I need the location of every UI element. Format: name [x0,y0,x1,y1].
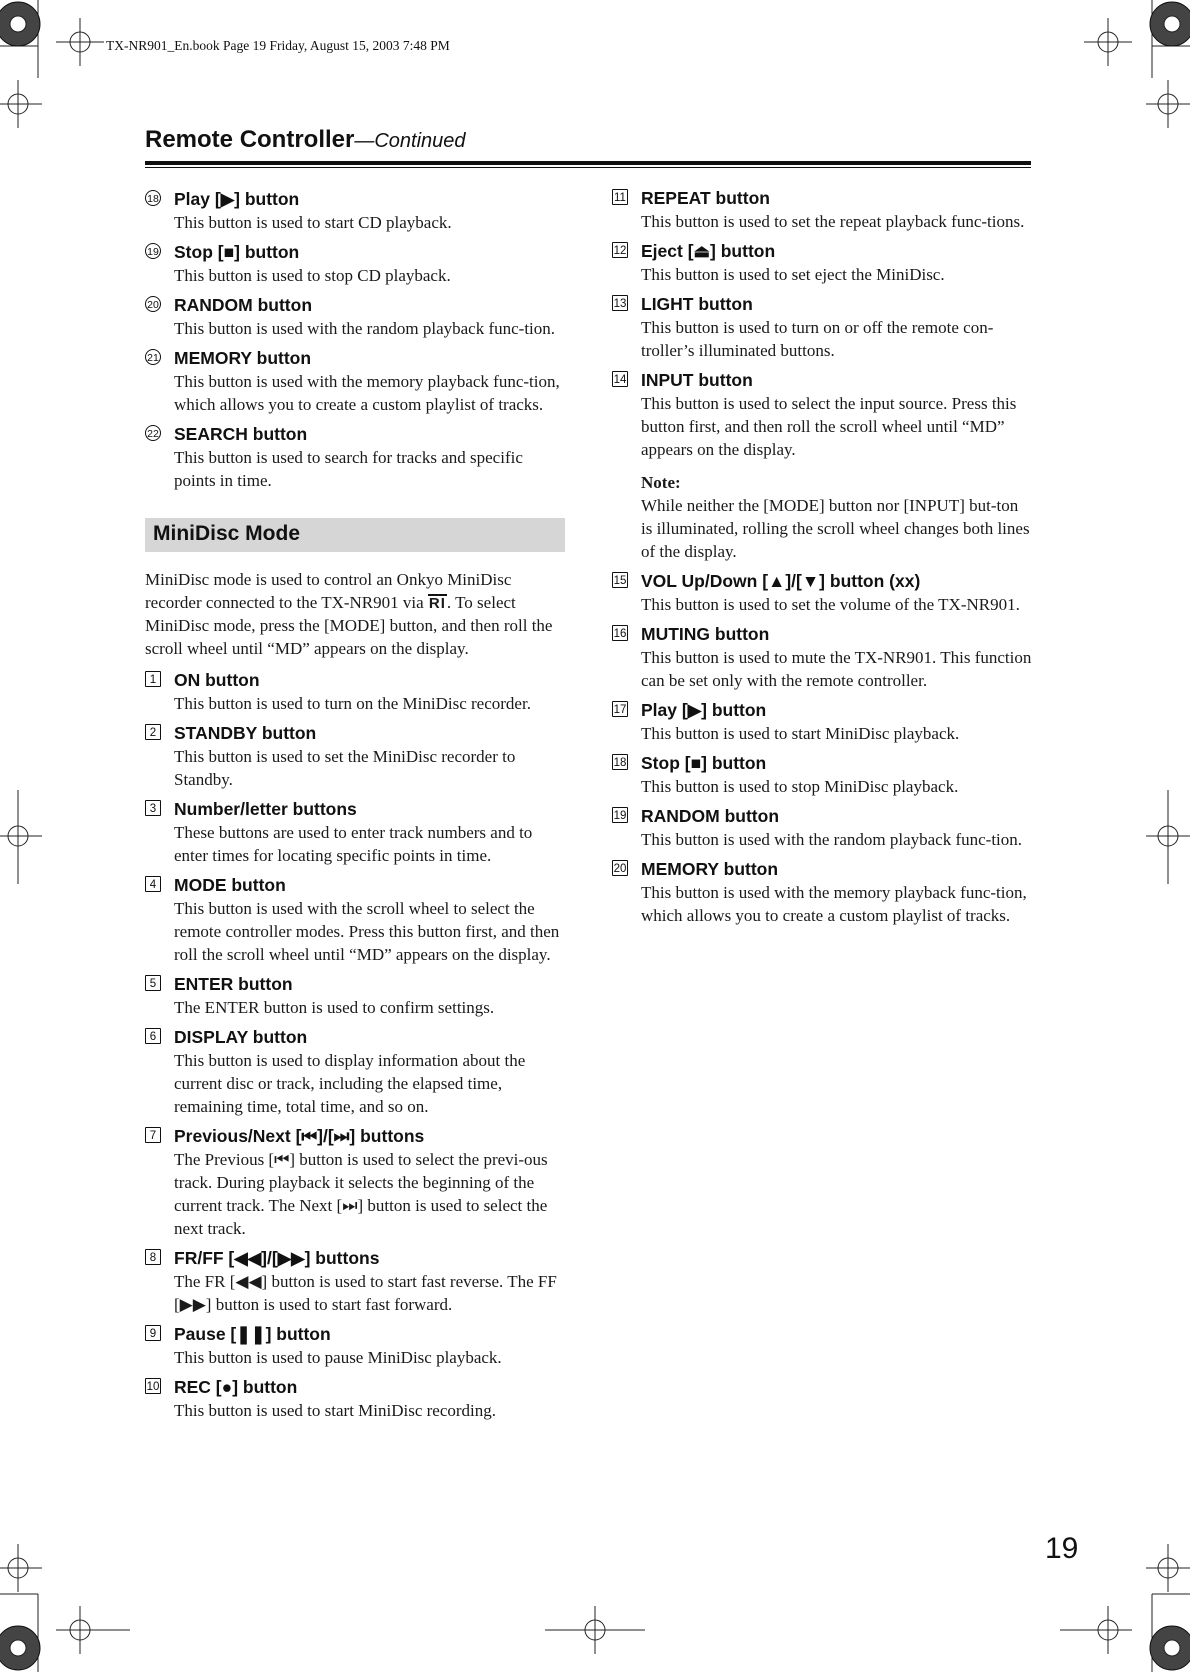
list-item [612,622,1032,692]
item-description: This button is used to pause MiniDisc playback. [174,1348,502,1367]
item-number: 19 [145,243,161,259]
item-description: These buttons are used to enter track numbers and to enter times for locating specific points in time. [174,823,533,865]
list-item [612,751,1032,798]
item-title: ON button [174,670,260,690]
section-intro [145,568,565,660]
intro-text-start: MiniDisc mode is used to control an Onkyo MiniDisc recorder connected to the TX-NR901 via [145,570,512,612]
list-item [145,1025,565,1118]
item-description: The ENTER button is used to confirm settings. [174,998,495,1017]
list-item [145,422,565,492]
item-title: DISPLAY button [174,1027,308,1047]
page-number: 19 [1045,1532,1079,1565]
item-title: REC [●] button [174,1377,298,1397]
item-number: 16 [612,625,628,641]
list-item [612,186,1032,233]
list-item [145,797,565,867]
item-number: 5 [145,975,161,991]
item-number: 22 [145,425,161,441]
item-number: 12 [612,242,628,258]
item-title: ENTER button [174,974,293,994]
item-description: This button is used with the random playback func-tion. [641,830,1023,849]
list-item [145,346,565,416]
section-header [145,518,565,552]
list-item [145,721,565,791]
item-number: 18 [145,190,161,206]
item-description: This button is used to turn on or off the remote con-troller’s illuminated buttons. [641,318,994,360]
item-description: This button is used to start MiniDisc recording. [174,1401,497,1420]
item-title: VOL Up/Down [▲]/[▼] button (xx) [641,571,921,591]
left-column [145,187,565,1428]
item-number: 17 [612,701,628,717]
list-item [612,698,1032,745]
item-description: This button is used to select the input source. Press this button first, and then roll the scroll wheel until “MD” appears on the display. [641,394,1017,459]
item-description: The FR [◀◀] button is used to start fast reverse. The FF [▶▶] button is used to start fast forward. [174,1272,557,1314]
list-item [145,240,565,287]
item-number: 18 [612,754,628,770]
item-number: 3 [145,800,161,816]
item-number: 14 [612,371,628,387]
item-title: LIGHT button [641,294,753,314]
item-number: 9 [145,1325,161,1341]
title-rule-thin [145,167,1031,168]
item-title: INPUT button [641,370,753,390]
list-item [612,368,1032,563]
item-number: 20 [612,860,628,876]
list-item [145,1322,565,1369]
item-number: 4 [145,876,161,892]
list-item [145,187,565,234]
item-title: MEMORY button [174,348,312,368]
item-description: This button is used with the random playback func-tion. [174,319,556,338]
item-title: STANDBY button [174,723,317,743]
item-title: MUTING button [641,624,770,644]
list-item [612,239,1032,286]
item-description: This button is used to stop CD playback. [174,266,451,285]
item-description: This button is used to search for tracks and specific points in time. [174,448,523,490]
item-description: This button is used to mute the TX-NR901. This function can be set only with the remote controller. [641,648,1032,690]
item-title: Stop [■] button [641,753,767,773]
item-title: SEARCH button [174,424,308,444]
item-number: 10 [145,1378,161,1394]
right-column [612,186,1032,933]
item-title: MODE button [174,875,286,895]
item-title: Play [▶] button [641,700,767,720]
title-rule [145,161,1031,165]
page-title-main: Remote Controller [145,126,355,153]
item-description: This button is used to start CD playback. [174,213,452,232]
item-title: Eject [⏏] button [641,241,776,261]
section-title: MiniDisc Mode [153,522,301,545]
list-item [145,1124,565,1240]
item-title: REPEAT button [641,188,770,208]
list-item [145,1246,565,1316]
item-title: RANDOM button [174,295,313,315]
item-title: FR/FF [◀◀]/[▶▶] buttons [174,1248,380,1268]
item-description: This button is used to display information about the current disc or track, including the elapsed time, remaining time, total time, and so on. [174,1051,526,1116]
book-header: TX-NR901_En.book Page 19 Friday, August 15, 2003 7:48 PM [106,38,450,53]
list-item [145,873,565,966]
item-title: Pause [❚❚] button [174,1324,331,1344]
item-title: Previous/Next [⏮]/[⏭] buttons [174,1126,425,1146]
item-description: This button is used to turn on the MiniDisc recorder. [174,694,531,713]
item-title: Play [▶] button [174,189,300,209]
item-number: 7 [145,1127,161,1143]
item-number: 13 [612,295,628,311]
item-number: 1 [145,671,161,687]
item-description: This button is used to start MiniDisc playback. [641,724,960,743]
list-item [612,292,1032,362]
item-title: MEMORY button [641,859,779,879]
item-number: 2 [145,724,161,740]
item-description: This button is used with the memory playback func-tion, which allows you to create a custom playlist of tracks. [174,372,560,414]
item-description: The Previous [⏮] button is used to select the previ-ous track. During playback it selects the beginning of the current track. The Next [⏭] button is used to select the next track. [174,1150,548,1238]
item-description: This button is used to set the repeat playback func-tions. [641,212,1025,231]
item-number: 21 [145,349,161,365]
item-title: Stop [■] button [174,242,300,262]
item-description: This button is used to stop MiniDisc playback. [641,777,959,796]
page-title-suffix: —Continued [354,130,466,152]
list-item [145,668,565,715]
item-number: 20 [145,296,161,312]
list-item [612,804,1032,851]
list-item [612,857,1032,927]
note-label: Note: [641,473,681,492]
item-number: 15 [612,572,628,588]
intro-text-end: . To select MiniDisc mode, press the [MODE] button, and then roll the scroll wheel until “MD” appears on the display. [145,593,553,658]
item-title: Number/letter buttons [174,799,357,819]
item-description: This button is used to set the MiniDisc recorder to Standby. [174,747,516,789]
list-item [612,569,1032,616]
list-item [145,293,565,340]
list-item [145,1375,565,1422]
item-description: This button is used to set the volume of the TX-NR901. [641,595,1020,614]
page-title [145,126,466,154]
item-description: This button is used with the scroll wheel to select the remote controller modes. Press this button first, and then roll the scroll wheel until “MD” appears on the display. [174,899,560,964]
item-description: This button is used with the memory playback func-tion, which allows you to create a custom playlist of tracks. [641,883,1027,925]
list-item [145,972,565,1019]
ri-logo-icon: RI [428,595,446,612]
item-number: 6 [145,1028,161,1044]
item-number: 11 [612,189,628,205]
note-text: While neither the [MODE] button nor [INPUT] but-ton is illuminated, rolling the scroll wheel changes both lines of the display. [641,496,1030,561]
item-title: RANDOM button [641,806,780,826]
item-number: 8 [145,1249,161,1265]
item-description: This button is used to set eject the MiniDisc. [641,265,945,284]
item-number: 19 [612,807,628,823]
